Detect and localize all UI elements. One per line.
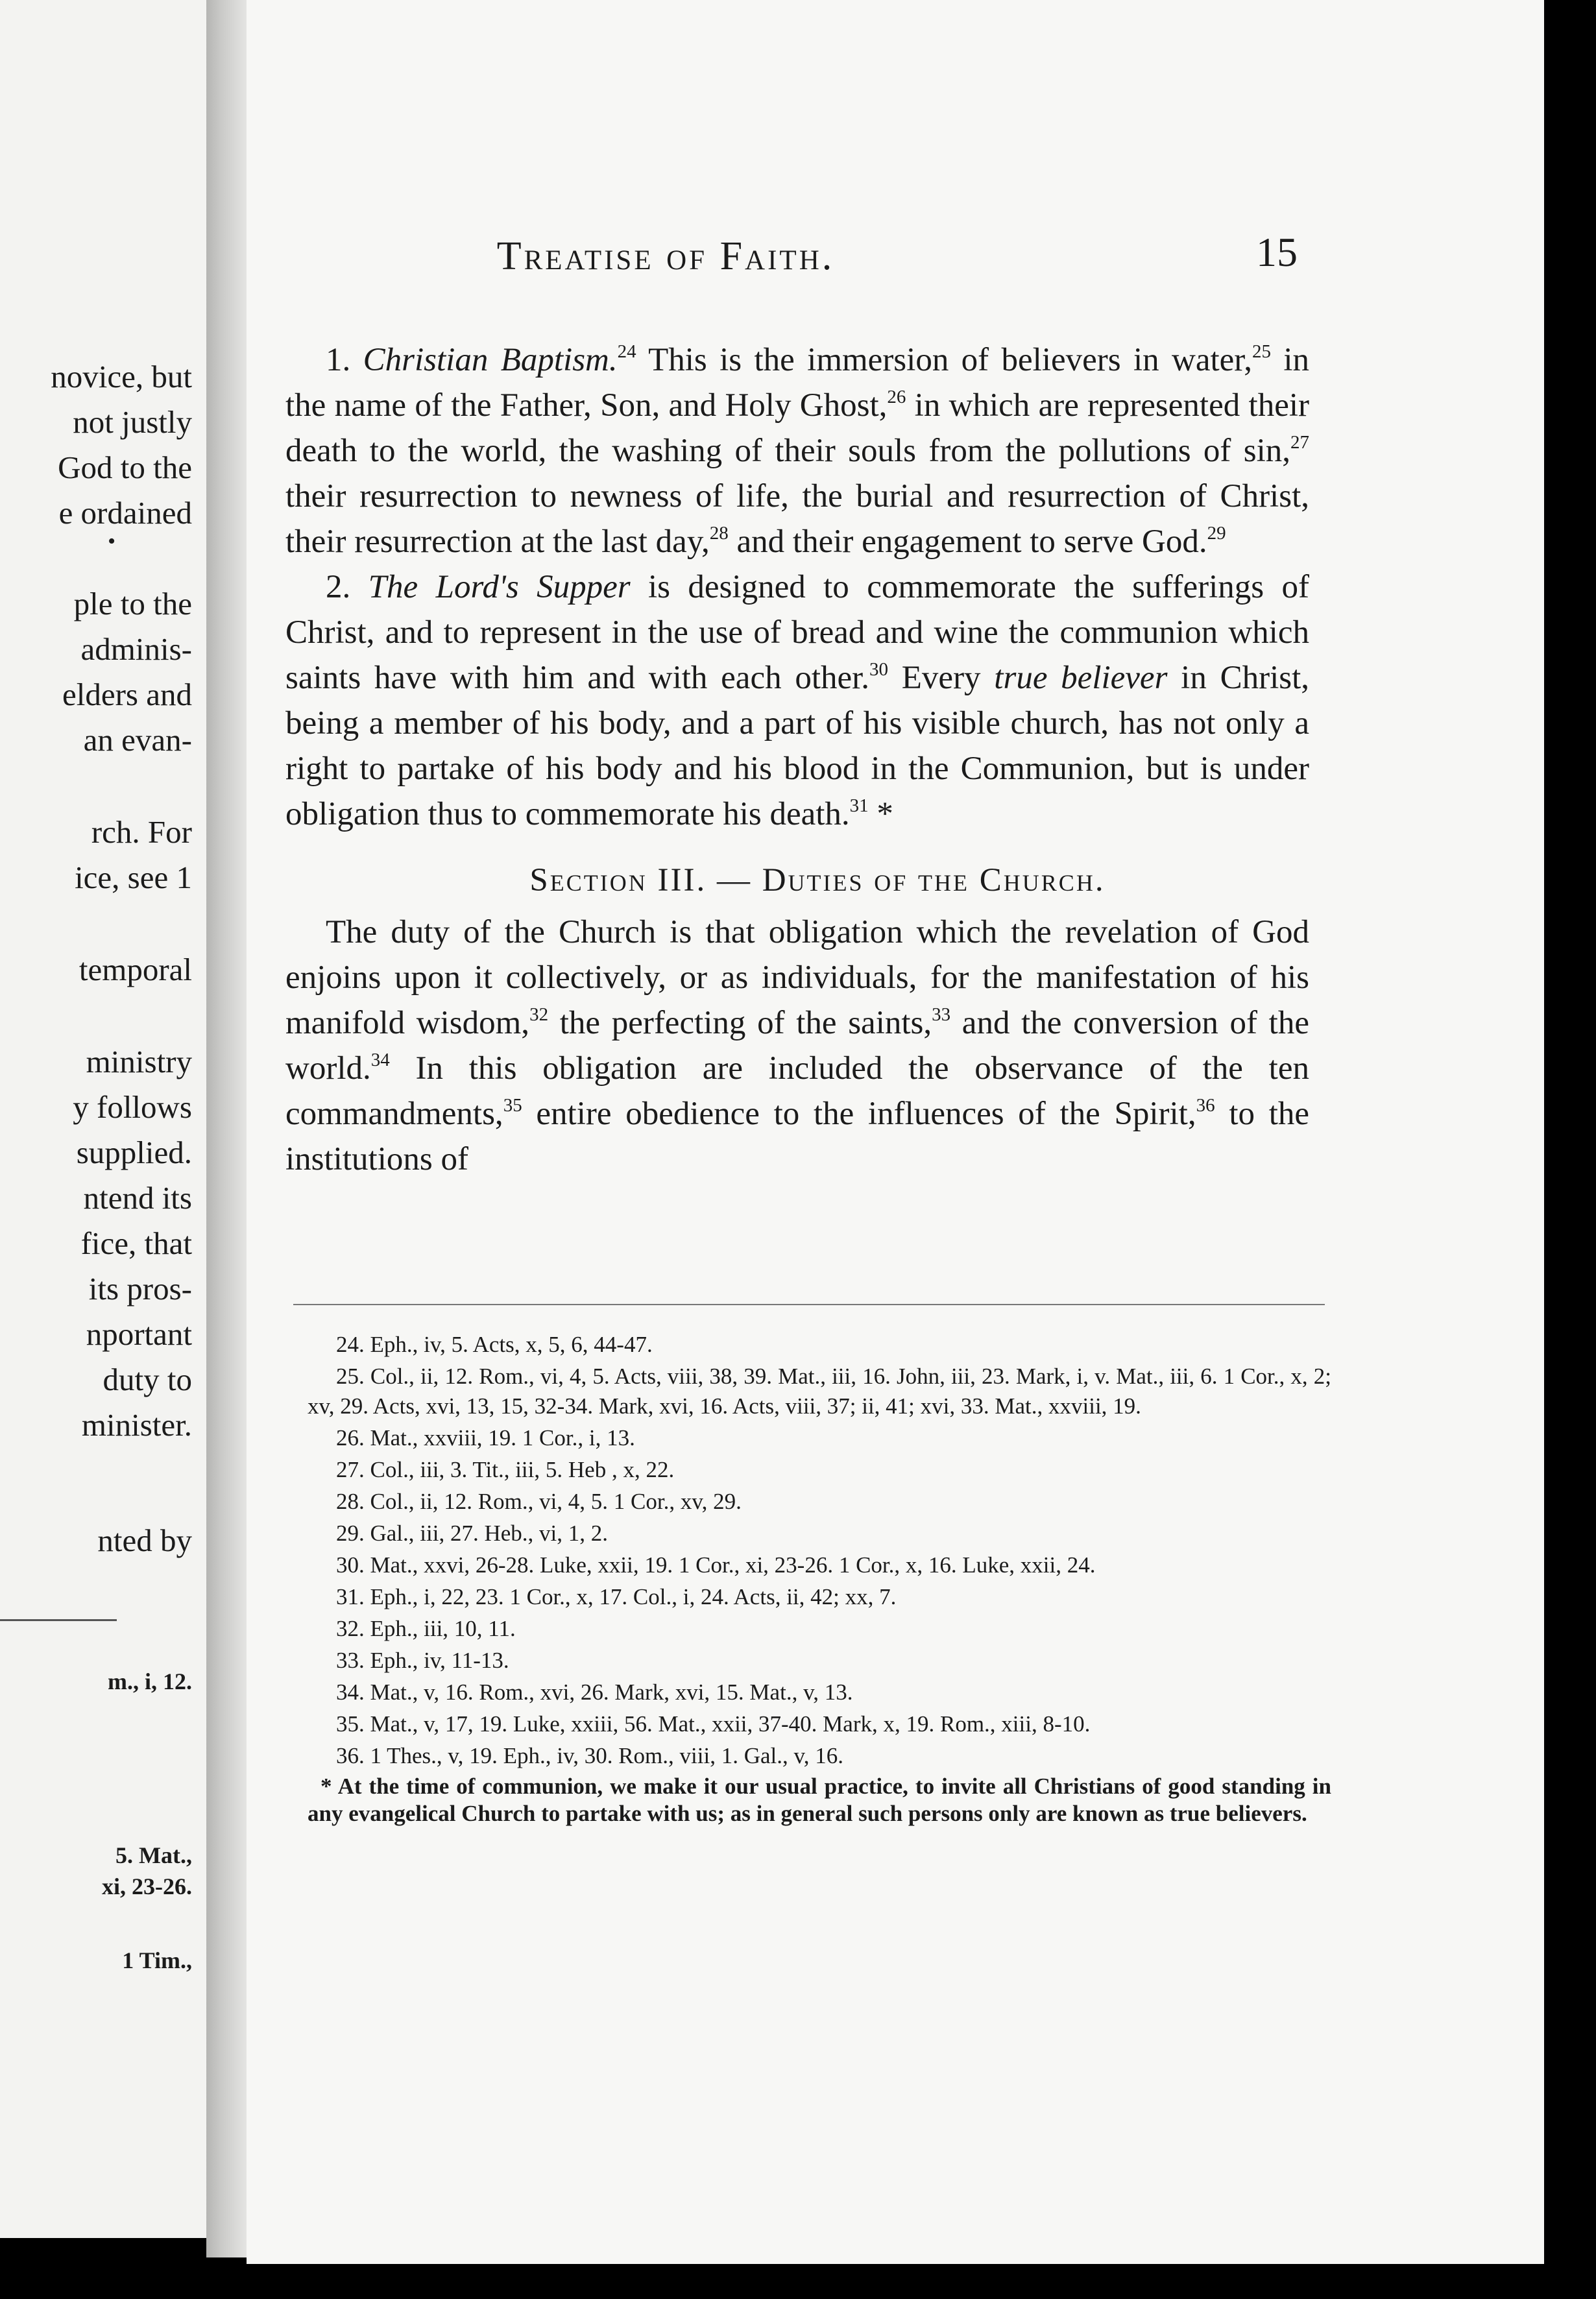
text-run: In this obligation are included the observance of the ten commandments,: [285, 1050, 1309, 1132]
body-text: [285, 337, 1309, 1182]
footnote: 36. 1 Thes., v, 19. Eph., iv, 30. Rom., viii, 1. Gal., v, 16.: [336, 1743, 843, 1768]
footnote: 31. Eph., i, 22, 23. 1 Cor., x, 17. Col., i, 24. Acts, ii, 42; xx, 7.: [336, 1584, 897, 1609]
footnote: 33. Eph., iv, 11-13.: [336, 1648, 509, 1673]
text-run: in the name of the Father, Son, and Holy Ghost,: [285, 342, 1310, 424]
footnote: 34. Mat., v, 16. Rom., xvi, 26. Mark, xvi, 15. Mat., v, 13.: [336, 1679, 853, 1705]
footnote-ref: 36: [1196, 1095, 1215, 1116]
footnote-ref: 30: [869, 659, 889, 680]
text-run: The duty of the Church is that obligation which the revelation of God enjoins upon it collectively, or as individuals, for the manifestation of his manifold wisdom,: [285, 914, 1309, 1041]
left-page-line: God to the: [58, 450, 192, 485]
footnote-ref: 26: [887, 387, 906, 407]
footnote: 26. Mat., xxviii, 19. 1 Cor., i, 13.: [336, 1425, 635, 1450]
footnote-ref: 24: [617, 341, 636, 362]
footnote: 35. Mat., v, 17, 19. Luke, xxiii, 56. Mat., xxii, 37-40. Mark, x, 19. Rom., xiii, 8-10.: [336, 1711, 1091, 1737]
footnote-ref: 31: [849, 795, 869, 816]
left-page-line: adminis-: [80, 631, 192, 667]
asterisk-ref: *: [868, 796, 893, 832]
left-page-footnote: 5. Mat.,: [115, 1842, 192, 1868]
left-page-footnote: m., i, 12.: [108, 1668, 192, 1694]
paragraph-number: 1.: [326, 342, 351, 378]
footnote-rule: [293, 1304, 1325, 1305]
left-page-line: ministry: [86, 1044, 192, 1079]
footnote: 30. Mat., xxvi, 26-28. Luke, xxii, 19. 1 Cor., xi, 23-26. 1 Cor., x, 16. Luke, xxii, 24.: [336, 1552, 1096, 1578]
page-number: 15: [1256, 229, 1298, 275]
footnote: 25. Col., ii, 12. Rom., vi, 4, 5. Acts, viii, 38, 39. Mat., iii, 16. John, iii, 23. Mark, i, v. Mat., iii, 6. 1 Cor., x, 2; xv, 29. Acts, xvi, 13, 15, 32-34. Mark, xvi, 16. Acts, viii, 37; ii, 41; xvi, 33. Mat., xxviii, 19.: [308, 1364, 1331, 1419]
left-page-footnote: 1 Tim.,: [122, 1947, 192, 1973]
footnote: 28. Col., ii, 12. Rom., vi, 4, 5. 1 Cor., xv, 29.: [336, 1489, 742, 1514]
text-run: Every: [888, 660, 995, 696]
left-page-line: novice, but: [51, 359, 192, 394]
left-page-line: elders and: [62, 677, 192, 712]
footnote-ref: 29: [1207, 523, 1226, 544]
paragraph-duties: [285, 909, 1309, 1182]
communion-note: * At the time of communion, we make it our usual practice, to invite all Christians of good standing in any evangelical Church to partake with us; as in general such persons only are known as true believers.: [308, 1774, 1331, 1826]
left-page-line: rch. For: [91, 814, 192, 850]
left-page-line: e ordained: [58, 495, 192, 531]
left-page-line: temporal: [79, 952, 192, 987]
text-run: is designed to commemorate the sufferings of Christ, and to represent in the use of bread and wine the communion which saints have with him and with each other.: [285, 569, 1310, 696]
left-page-line: ice, see 1: [75, 860, 192, 895]
footnote: 32. Eph., iii, 10, 11.: [336, 1616, 516, 1641]
left-page-line: not justly: [73, 404, 192, 440]
text-run: their resurrection to newness of life, the burial and resurrection of Christ, their resurrection at the last day,: [285, 478, 1309, 560]
term-true-believer: true believer: [994, 660, 1168, 696]
text-run: entire obedience to the influences of the Spirit,: [522, 1096, 1196, 1132]
left-page-footnote: xi, 23-26.: [102, 1873, 192, 1899]
book-gutter: [206, 0, 247, 2257]
left-page-bullet: •: [108, 529, 115, 553]
left-page-footnote-rule: [0, 1619, 117, 1621]
text-run: to the institutions of: [285, 1096, 1309, 1177]
footnote-ref: 33: [932, 1004, 951, 1025]
footnotes: [308, 1330, 1331, 1829]
term-christian-baptism: Christian Baptism.: [363, 342, 618, 378]
footnote-ref: 35: [503, 1095, 522, 1116]
text-run: This is the immersion of believers in water,: [636, 342, 1252, 378]
left-page-line: minister.: [81, 1407, 192, 1443]
left-page-line: an evan-: [83, 722, 192, 758]
left-page-fragment: [0, 0, 206, 2238]
left-page-line: supplied.: [76, 1135, 192, 1170]
footnote-ref: 34: [370, 1050, 390, 1070]
text-run: in which are represented their death to the world, the washing of their souls from the pollutions of sin,: [285, 387, 1309, 469]
page-title: Treatise of Faith.: [496, 234, 835, 278]
text-run: and their engagement to serve God.: [728, 524, 1207, 560]
footnote-ref: 27: [1290, 432, 1309, 453]
footnote-ref: 28: [709, 523, 729, 544]
term-lords-supper: The Lord's Supper: [368, 569, 631, 605]
text-run: the perfecting of the saints,: [548, 1005, 932, 1041]
footnote-ref: 32: [529, 1004, 549, 1025]
left-page-line: ntend its: [83, 1180, 192, 1216]
section-heading: Section III. — Duties of the Church.: [529, 862, 1106, 898]
left-page-line: nted by: [97, 1523, 192, 1558]
text-run: and the conversion of the world.: [285, 1005, 1309, 1087]
footnote: 29. Gal., iii, 27. Heb., vi, 1, 2.: [336, 1521, 608, 1546]
left-page-line: ple to the: [73, 586, 192, 621]
footnote: 27. Col., iii, 3. Tit., iii, 5. Heb , x, 22.: [336, 1457, 675, 1482]
left-page-line: duty to: [103, 1362, 192, 1397]
footnote: 24. Eph., iv, 5. Acts, x, 5, 6, 44-47.: [336, 1332, 653, 1357]
left-page-line: its pros-: [88, 1271, 192, 1306]
paragraph-lords-supper: [285, 564, 1309, 837]
running-head: [341, 229, 1314, 285]
left-page-line: fice, that: [80, 1225, 192, 1261]
left-page-line: y follows: [73, 1089, 192, 1125]
left-page-line: nportant: [86, 1316, 192, 1352]
text-run: in Christ, being a member of his body, and a part of his visible church, has not only a right to partake of his body and his blood in the Communion, but is under obligation thus to commemorate his death.: [285, 660, 1309, 832]
paragraph-number: 2.: [326, 569, 351, 605]
paragraph-christian-baptism: [285, 337, 1309, 564]
footnote-ref: 25: [1251, 341, 1271, 362]
